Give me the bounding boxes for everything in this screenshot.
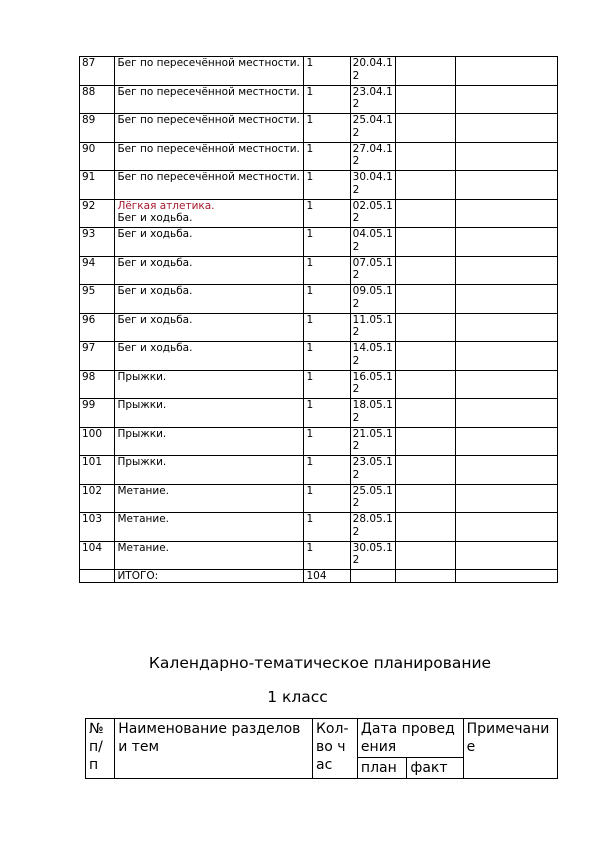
- row-note: [455, 342, 557, 371]
- total-label: ИТОГО:: [115, 570, 304, 583]
- row-plan-date: 18.05.12: [350, 399, 395, 428]
- row-number: 90: [80, 142, 115, 171]
- total-num-cell: [80, 570, 115, 583]
- table-row: [80, 142, 558, 171]
- table-row: [80, 228, 558, 257]
- row-note: [455, 313, 557, 342]
- row-hours: 1: [304, 142, 350, 171]
- row-hours: 1: [304, 513, 350, 542]
- row-number: 93: [80, 228, 115, 257]
- row-fact-date: [395, 256, 455, 285]
- row-topic: [115, 256, 304, 285]
- row-plan-date: 27.04.12: [350, 142, 395, 171]
- row-number: 92: [80, 199, 115, 228]
- row-hours: 1: [304, 427, 350, 456]
- row-hours: 1: [304, 114, 350, 143]
- table-row: [80, 85, 558, 114]
- table-row: [80, 399, 558, 428]
- table-row: [80, 199, 558, 228]
- page-title: Календарно-тематическое планирование: [148, 654, 492, 672]
- row-topic: [115, 142, 304, 171]
- row-number: 102: [80, 484, 115, 513]
- row-topic: [115, 370, 304, 399]
- row-number: 104: [80, 541, 115, 570]
- row-fact-date: [395, 199, 455, 228]
- row-fact-date: [395, 427, 455, 456]
- row-note: [455, 285, 557, 314]
- topic-text: Метание.: [117, 513, 169, 525]
- topic-text: Бег и ходьба.: [117, 256, 193, 269]
- row-hours: 1: [304, 57, 350, 86]
- table-row: [80, 541, 558, 570]
- row-plan-date: 04.05.12: [350, 228, 395, 257]
- row-number: 87: [80, 57, 115, 86]
- row-note: [455, 541, 557, 570]
- row-topic: [115, 85, 304, 114]
- row-hours: 1: [304, 171, 350, 200]
- row-plan-date: 16.05.12: [350, 370, 395, 399]
- row-number: 103: [80, 513, 115, 542]
- row-plan-date: 02.05.12: [350, 199, 395, 228]
- section-title: Лёгкая атлетика.: [117, 199, 215, 212]
- total-fact-cell: [395, 570, 455, 583]
- topic-text: Прыжки.: [117, 399, 167, 411]
- row-fact-date: [395, 342, 455, 371]
- row-hours: 1: [304, 313, 350, 342]
- row-topic: [115, 541, 304, 570]
- header-plan: план: [357, 758, 406, 779]
- row-fact-date: [395, 142, 455, 171]
- row-number: 88: [80, 85, 115, 114]
- row-plan-date: 25.04.12: [350, 114, 395, 143]
- row-number: 97: [80, 342, 115, 371]
- row-topic: [115, 484, 304, 513]
- lesson-plan-body: [80, 57, 558, 583]
- row-topic: [115, 313, 304, 342]
- table-row: [80, 114, 558, 143]
- topic-text: Бег по пересечённой местности.: [117, 85, 300, 98]
- row-number: 96: [80, 313, 115, 342]
- table-row: [80, 285, 558, 314]
- total-note-cell: [455, 570, 557, 583]
- topic-text: Бег по пересечённой местности.: [117, 171, 300, 183]
- row-topic: [115, 285, 304, 314]
- topic-text: Бег по пересечённой местности.: [117, 57, 300, 69]
- plan-header-table: [85, 718, 558, 779]
- row-fact-date: [395, 57, 455, 86]
- topic-text: Бег и ходьба.: [117, 228, 193, 240]
- row-hours: 1: [304, 399, 350, 428]
- header-note: Примечание: [463, 719, 557, 779]
- row-fact-date: [395, 541, 455, 570]
- table-row: [80, 313, 558, 342]
- row-plan-date: 21.05.12: [350, 427, 395, 456]
- row-fact-date: [395, 85, 455, 114]
- row-fact-date: [395, 484, 455, 513]
- row-note: [455, 114, 557, 143]
- total-hours: 104: [304, 570, 350, 583]
- row-number: 89: [80, 114, 115, 143]
- row-hours: 1: [304, 199, 350, 228]
- row-number: 98: [80, 370, 115, 399]
- row-topic: [115, 456, 304, 485]
- row-topic: [115, 399, 304, 428]
- row-fact-date: [395, 513, 455, 542]
- table-row: [80, 171, 558, 200]
- row-number: 99: [80, 399, 115, 428]
- row-note: [455, 456, 557, 485]
- row-fact-date: [395, 313, 455, 342]
- row-note: [455, 513, 557, 542]
- row-fact-date: [395, 228, 455, 257]
- table-row: [80, 57, 558, 86]
- row-plan-date: 11.05.12: [350, 313, 395, 342]
- row-number: 101: [80, 456, 115, 485]
- row-fact-date: [395, 171, 455, 200]
- topic-text: Бег и ходьба.: [117, 285, 193, 297]
- header-fact: факт: [407, 758, 463, 779]
- row-plan-date: 30.04.12: [350, 171, 395, 200]
- table-row: [80, 484, 558, 513]
- topic-text: Бег и ходьба.: [117, 313, 193, 326]
- row-plan-date: 20.04.12: [350, 57, 395, 86]
- class-label: 1 класс: [267, 688, 328, 706]
- row-topic: [115, 114, 304, 143]
- row-note: [455, 427, 557, 456]
- row-note: [455, 85, 557, 114]
- topic-text: Бег по пересечённой местности.: [117, 114, 300, 126]
- row-number: 95: [80, 285, 115, 314]
- row-note: [455, 256, 557, 285]
- row-fact-date: [395, 399, 455, 428]
- row-note: [455, 199, 557, 228]
- row-note: [455, 57, 557, 86]
- row-note: [455, 484, 557, 513]
- row-hours: 1: [304, 228, 350, 257]
- row-fact-date: [395, 285, 455, 314]
- header-row: [86, 719, 558, 758]
- row-topic: [115, 427, 304, 456]
- row-hours: 1: [304, 484, 350, 513]
- row-plan-date: 30.05.12: [350, 541, 395, 570]
- row-note: [455, 228, 557, 257]
- row-plan-date: 28.05.12: [350, 513, 395, 542]
- table-row: [80, 342, 558, 371]
- topic-text: Бег и ходьба.: [117, 342, 193, 354]
- row-note: [455, 399, 557, 428]
- row-topic: [115, 57, 304, 86]
- header-name: Наименование разделов и тем: [115, 719, 313, 779]
- table-row: [80, 427, 558, 456]
- topic-text: Прыжки.: [117, 456, 167, 468]
- row-plan-date: 09.05.12: [350, 285, 395, 314]
- header-date: Дата проведения: [357, 719, 463, 758]
- row-note: [455, 171, 557, 200]
- topic-text: Метание.: [117, 484, 169, 497]
- row-number: 94: [80, 256, 115, 285]
- topic-text: Бег по пересечённой местности.: [117, 142, 300, 155]
- row-hours: 1: [304, 85, 350, 114]
- topic-text: Бег и ходьба.: [117, 212, 193, 225]
- row-fact-date: [395, 456, 455, 485]
- lesson-plan-table: [79, 56, 558, 583]
- row-note: [455, 370, 557, 399]
- row-number: 91: [80, 171, 115, 200]
- row-hours: 1: [304, 541, 350, 570]
- row-topic: [115, 513, 304, 542]
- row-hours: 1: [304, 256, 350, 285]
- row-number: 100: [80, 427, 115, 456]
- row-hours: 1: [304, 342, 350, 371]
- total-date-cell: [350, 570, 395, 583]
- row-plan-date: 07.05.12: [350, 256, 395, 285]
- row-hours: 1: [304, 370, 350, 399]
- row-hours: 1: [304, 456, 350, 485]
- header-hours: Кол-во час: [312, 719, 357, 779]
- topic-text: Прыжки.: [117, 370, 167, 383]
- row-plan-date: 23.04.12: [350, 85, 395, 114]
- row-note: [455, 142, 557, 171]
- row-topic: [115, 228, 304, 257]
- header-num: № п/п: [86, 719, 115, 779]
- row-hours: 1: [304, 285, 350, 314]
- row-plan-date: 23.05.12: [350, 456, 395, 485]
- table-row: [80, 456, 558, 485]
- row-plan-date: 14.05.12: [350, 342, 395, 371]
- row-plan-date: 25.05.12: [350, 484, 395, 513]
- topic-text: Прыжки.: [117, 427, 167, 440]
- row-topic: [115, 199, 304, 228]
- row-topic: [115, 342, 304, 371]
- row-fact-date: [395, 114, 455, 143]
- table-row: [80, 513, 558, 542]
- table-row: [80, 370, 558, 399]
- table-row: [80, 256, 558, 285]
- row-fact-date: [395, 370, 455, 399]
- total-row: [80, 570, 558, 583]
- topic-text: Метание.: [117, 541, 169, 554]
- row-topic: [115, 171, 304, 200]
